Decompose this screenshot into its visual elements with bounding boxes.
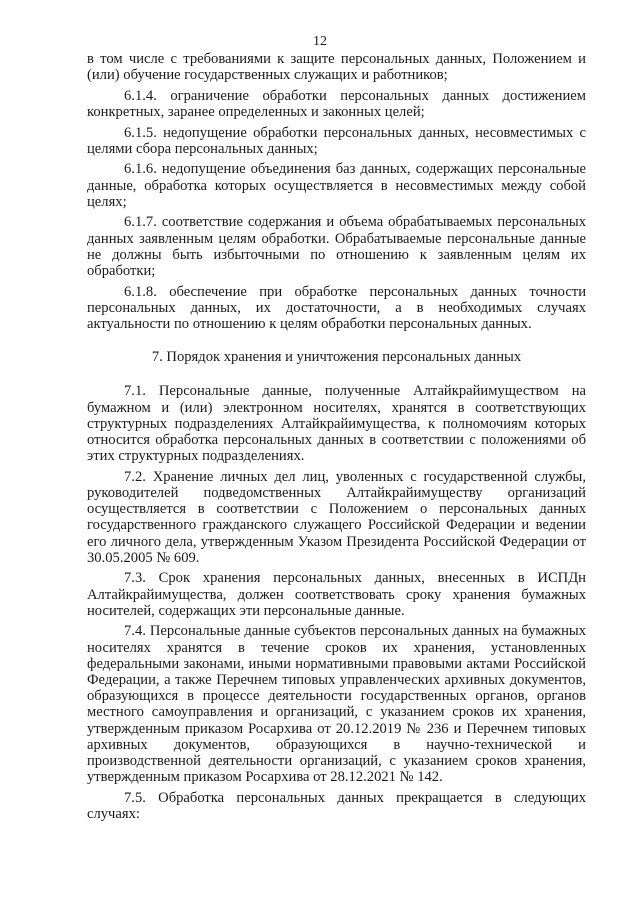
paragraph: 7.2. Хранение личных дел лиц, уволенных с государственной службы, руководителей подведомственных Алтайкрайимуществу организаций осуществляется в соответствии с Положением о персональных данных государственного гражданского служащего Российской Федерации и ведении его личного дела, утвержденным Указом Президента Российской Федерации от 30.05.2005 № 609. [87, 468, 586, 566]
paragraph: 6.1.6. недопущение объединения баз данных, содержащих персональные данные, обработка которых осуществляется в несовместимых между собой целях; [87, 161, 586, 210]
section-heading: 7. Порядок хранения и уничтожения персональных данных [151, 349, 522, 366]
paragraph: 7.1. Персональные данные, полученные Алтайкрайимуществом на бумажном и (или) электронном носителях, хранятся в соответствующих структурных подразделениях Алтайкрайимущества, к полномочиям которых относится обработка персональных данных в соответствии с положениями об этих структурных подразделениях. [87, 383, 586, 465]
section-7-body [87, 383, 586, 822]
paragraph: 6.1.8. обеспечение при обработке персональных данных точности персональных данных, их достаточности, а в необходимых случаях актуальности по отношению к целям обработки персональных данных. [87, 283, 586, 332]
paragraph: 6.1.7. соответствие содержания и объема обрабатываемых персональных данных заявленным целям обработки. Обрабатываемые персональные данные не должны быть избыточными по отношению к заявленным целям их обработки; [87, 214, 586, 279]
section-6-continuation [87, 51, 586, 332]
page-number: 12 [313, 34, 327, 49]
paragraph: в том числе с требованиями к защите персональных данных, Положением и (или) обучение государственных служащих и работников; [87, 51, 586, 84]
paragraph: 7.3. Срок хранения персональных данных, внесенных в ИСПДн Алтайкрайимущества, должен соответствовать сроку хранения бумажных носителей, содержащих эти персональные данные. [87, 570, 586, 619]
paragraph: 7.5. Обработка персональных данных прекращается в следующих случаях: [87, 789, 586, 823]
paragraph: 6.1.5. недопущение обработки персональных данных, несовместимых с целями сбора персональных данных; [87, 124, 586, 157]
document-body [87, 51, 586, 827]
paragraph: 7.4. Персональные данные субъектов персональных данных на бумажных носителях хранятся в течение сроков их хранения, установленных федеральными законами, иными нормативными правовыми актами Российской Федерации, а также Перечнем типовых управленческих архивных документов, образующихся в процессе деятельности государственных органов, органов местного самоуправления и организаций, с указанием сроков их хранения, утвержденным приказом Росархива от 20.12.2019 № 236 и Перечнем типовых архивных документов, образующихся в научно-технической и производственной деятельности организаций, с указанием сроков хранения, утвержденным приказом Росархива от 28.12.2021 № 142. [87, 623, 586, 786]
paragraph: 6.1.4. ограничение обработки персональных данных достижением конкретных, заранее определенных и законных целей; [87, 87, 586, 120]
